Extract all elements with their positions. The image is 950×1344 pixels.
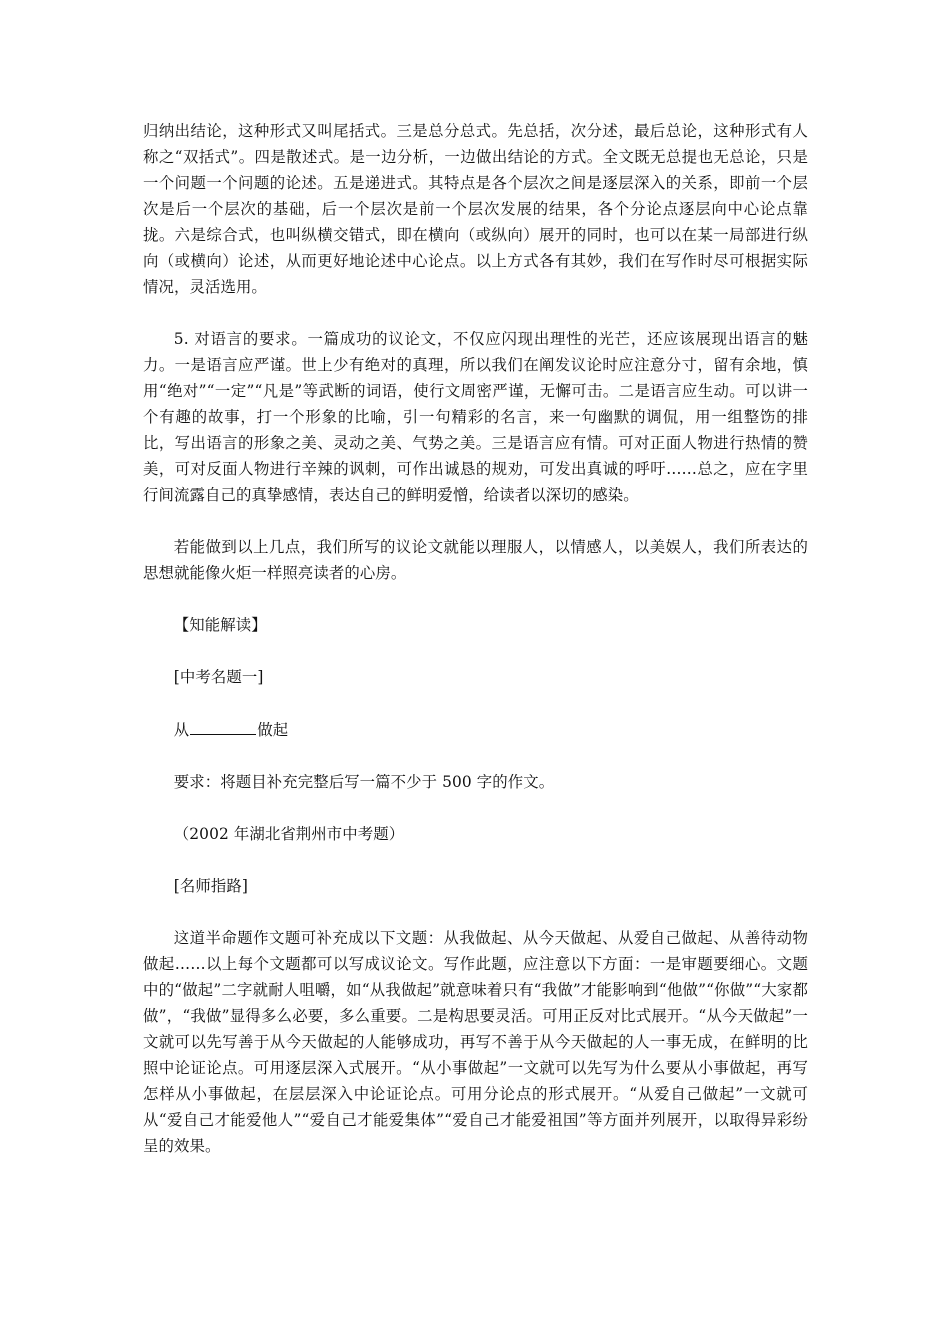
document-page (143, 118, 808, 1159)
heading-knowledge-interpretation: 【知能解读】 (173, 616, 267, 634)
topic-prefix: 从 (173, 721, 190, 739)
topic-suffix: 做起 (257, 721, 289, 739)
exam-source: （2002 年湖北省荆州市中考题） (173, 825, 405, 843)
essay-requirement: 要求：将题目补充完整后写一篇不少于 500 字的作文。 (173, 773, 555, 791)
heading-exam-topic: [中考名题一] (173, 668, 264, 686)
paragraph-guidance: 这道半命题作文题可补充成以下文题：从我做起、从今天做起、从爱自己做起、从善待动物做起……以上每个文题都可以写成议论文。写作此题，应注意以下方面：一是审题要细心。文题中的“做起”二字就耐人咀嚼，如“从我做起”就意味着只有“我做”才能影响到“他做”“你做”“大家都做”，“我做”显得多么必要，多么重要。二是构思要灵活。可用正反对比式展开。“从今天做起”一文就可以先写善于从今天做起的人能够成功，再写不善于从今天做起的人一事无成，在鲜明的比照中论证论点。可用逐层深入式展开。“从小事做起”一文就可以先写为什么要从小事做起，再写怎样从小事做起，在层层深入中论证论点。可用分论点的形式展开。“从爱自己做起”一文就可从“爱自己才能爱他人”“爱自己才能爱集体”“爱自己才能爱祖国”等方面并列展开，以取得异彩纷呈的效果。 (143, 929, 808, 1155)
heading-teacher-guidance: [名师指路] (173, 877, 248, 895)
topic-blank (190, 716, 256, 735)
paragraph-language-requirements: 5. 对语言的要求。一篇成功的议论文，不仅应闪现出理性的光芒，还应该展现出语言的魅力。一是语言应严谨。世上少有绝对的真理，所以我们在阐发议论时应注意分寸，留有余地，慎用“绝对”“一定”“凡是”等武断的词语，使行文周密严谨，无懈可击。二是语言应生动。可以讲一个有趣的故事，打一个形象的比喻，引一句精彩的名言，来一句幽默的调侃，用一组整饬的排比，写出语言的形象之美、灵动之美、气势之美。三是语言应有情。可对正面人物进行热情的赞美，可对反面人物进行辛辣的讽刺，可作出诚恳的规劝，可发出真诚的呼吁……总之，应在字里行间流露自己的真挚感情，表达自己的鲜明爱憎，给读者以深切的感染。 (143, 330, 808, 504)
paragraph-conclusion: 若能做到以上几点，我们所写的议论文就能以理服人，以情感人，以美娱人，我们所表达的思想就能像火炬一样照亮读者的心房。 (143, 538, 808, 582)
paragraph-structure-continued: 归纳出结论，这种形式又叫尾括式。三是总分总式。先总括，次分述，最后总论，这种形式有人称之“双括式”。四是散述式。是一边分析，一边做出结论的方式。全文既无总提也无总论，只是一个问题一个问题的论述。五是递进式。其特点是各个层次之间是逐层深入的关系，即前一个层次是后一个层次的基础，后一个层次是前一个层次发展的结果，各个分论点逐层向中心论点靠拢。六是综合式，也叫纵横交错式，即在横向（或纵向）展开的同时，也可以在某一局部进行纵向（或横向）论述，从而更好地论述中心论点。以上方式各有其妙，我们在写作时尽可根据实际情况，灵活选用。 (143, 122, 808, 296)
essay-topic (143, 716, 808, 743)
